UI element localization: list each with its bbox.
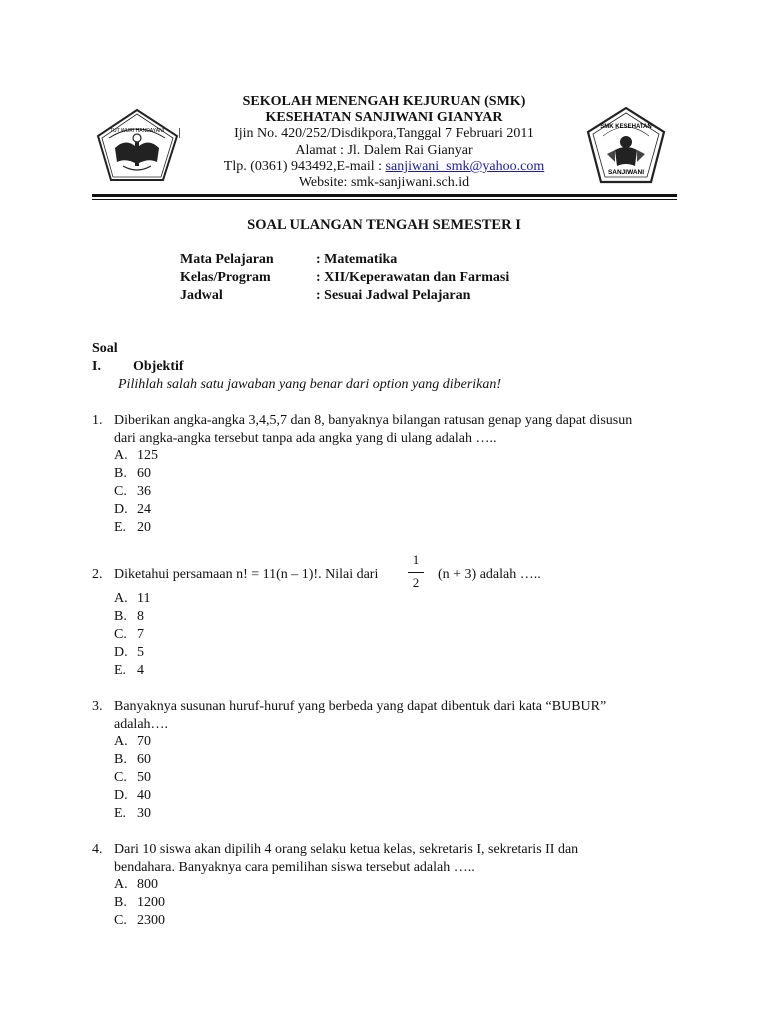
section-heading: Soal xyxy=(92,341,118,356)
option-letter: D. xyxy=(114,502,128,517)
option-letter: D. xyxy=(114,645,128,660)
option-value: 1200 xyxy=(137,895,165,910)
website-line: Website: smk-sanjiwani.sch.id xyxy=(298,175,470,190)
meta-label-schedule: Jadwal xyxy=(180,288,223,303)
address-line: Alamat : Jl. Dalem Rai Gianyar xyxy=(295,143,473,158)
letterhead-rule-thin xyxy=(92,199,677,200)
school-name-line1: SEKOLAH MENENGAH KEJURUAN (SMK) xyxy=(242,94,526,109)
option-letter: A. xyxy=(114,734,128,749)
question-number: 1. xyxy=(92,413,103,428)
option-letter: D. xyxy=(114,788,128,803)
option-value: 40 xyxy=(137,788,151,803)
question-number: 2. xyxy=(92,567,103,582)
meta-label-subject: Mata Pelajaran xyxy=(180,252,274,267)
option-value: 50 xyxy=(137,770,151,785)
meta-value-subject: : Matematika xyxy=(316,252,398,267)
option-value: 20 xyxy=(137,520,151,535)
school-name-line2: KESEHATAN SANJIWANI GIANYAR xyxy=(265,110,503,125)
question-text-after-fraction: (n + 3) adalah ….. xyxy=(438,567,541,582)
question-text-line2: dari angka-angka tersebut tanpa ada angka yang di ulang adalah ….. xyxy=(114,431,497,446)
option-letter: E. xyxy=(114,806,127,821)
question-text-line1: Dari 10 siswa akan dipilih 4 orang selaku ketua kelas, sekretaris I, sekretaris II dan xyxy=(114,842,579,857)
option-letter: C. xyxy=(114,913,127,928)
part-title: Objektif xyxy=(133,359,184,374)
part-number: I. xyxy=(92,359,101,374)
contact-line xyxy=(0,159,768,176)
meta-value-class: : XII/Keperawatan dan Farmasi xyxy=(316,270,510,285)
option-letter: A. xyxy=(114,448,128,463)
option-value: 4 xyxy=(137,663,144,678)
fraction-denominator: 2 xyxy=(412,575,420,590)
permit-line: Ijin No. 420/252/Disdikpora,Tanggal 7 Februari 2011 xyxy=(234,126,534,141)
question-number: 4. xyxy=(92,842,103,857)
option-letter: C. xyxy=(114,484,127,499)
question-text-line2: bendahara. Banyaknya cara pemilihan siswa tersebut adalah ….. xyxy=(114,860,475,875)
option-letter: A. xyxy=(114,591,128,606)
option-value: 11 xyxy=(137,591,151,606)
meta-label-class: Kelas/Program xyxy=(180,270,271,285)
option-value: 36 xyxy=(137,484,151,499)
option-value: 7 xyxy=(137,627,144,642)
option-value: 70 xyxy=(137,734,151,749)
fraction-numerator: 1 xyxy=(412,552,420,567)
phone-text: Tlp. (0361) 943492,E-mail : xyxy=(223,159,386,174)
exam-title: SOAL ULANGAN TENGAH SEMESTER I xyxy=(247,217,521,233)
option-letter: B. xyxy=(114,752,127,767)
option-value: 60 xyxy=(137,752,151,767)
option-letter: C. xyxy=(114,627,127,642)
option-value: 24 xyxy=(137,502,151,517)
option-letter: B. xyxy=(114,466,127,481)
instruction-text: Pilihlah salah satu jawaban yang benar dari option yang diberikan! xyxy=(118,377,502,392)
right-logo-text-bottom: SANJIWANI xyxy=(607,169,645,176)
option-value: 60 xyxy=(137,466,151,481)
question-text-line2: adalah…. xyxy=(114,717,169,732)
email-link[interactable]: sanjiwani_smk@yahoo.com xyxy=(385,159,545,174)
option-value: 2300 xyxy=(137,913,165,928)
option-letter: B. xyxy=(114,609,127,624)
option-value: 800 xyxy=(137,877,158,892)
question-text-line1: Diketahui persamaan n! = 11(n – 1)!. Nilai dari xyxy=(114,567,379,582)
option-letter: A. xyxy=(114,877,128,892)
option-letter: C. xyxy=(114,770,127,785)
question-number: 3. xyxy=(92,699,103,714)
option-value: 30 xyxy=(137,806,151,821)
option-letter: E. xyxy=(114,520,127,535)
option-value: 5 xyxy=(137,645,144,660)
option-letter: B. xyxy=(114,895,127,910)
option-letter: E. xyxy=(114,663,127,678)
option-value: 8 xyxy=(137,609,144,624)
right-logo-text-top: SMK KESEHATAN xyxy=(600,124,652,130)
meta-value-schedule: : Sesuai Jadwal Pelajaran xyxy=(316,288,471,303)
fraction-bar xyxy=(408,572,424,573)
option-value: 125 xyxy=(137,448,158,463)
question-text-line1: Diberikan angka-angka 3,4,5,7 dan 8, banyaknya bilangan ratusan genap yang dapat disusun xyxy=(114,413,633,428)
question-text-line1: Banyaknya susunan huruf-huruf yang berbeda yang dapat dibentuk dari kata “BUBUR” xyxy=(114,699,607,714)
letterhead-rule-thick xyxy=(92,194,677,197)
left-logo-text: TUT WURI HANDAYANI xyxy=(109,128,165,134)
